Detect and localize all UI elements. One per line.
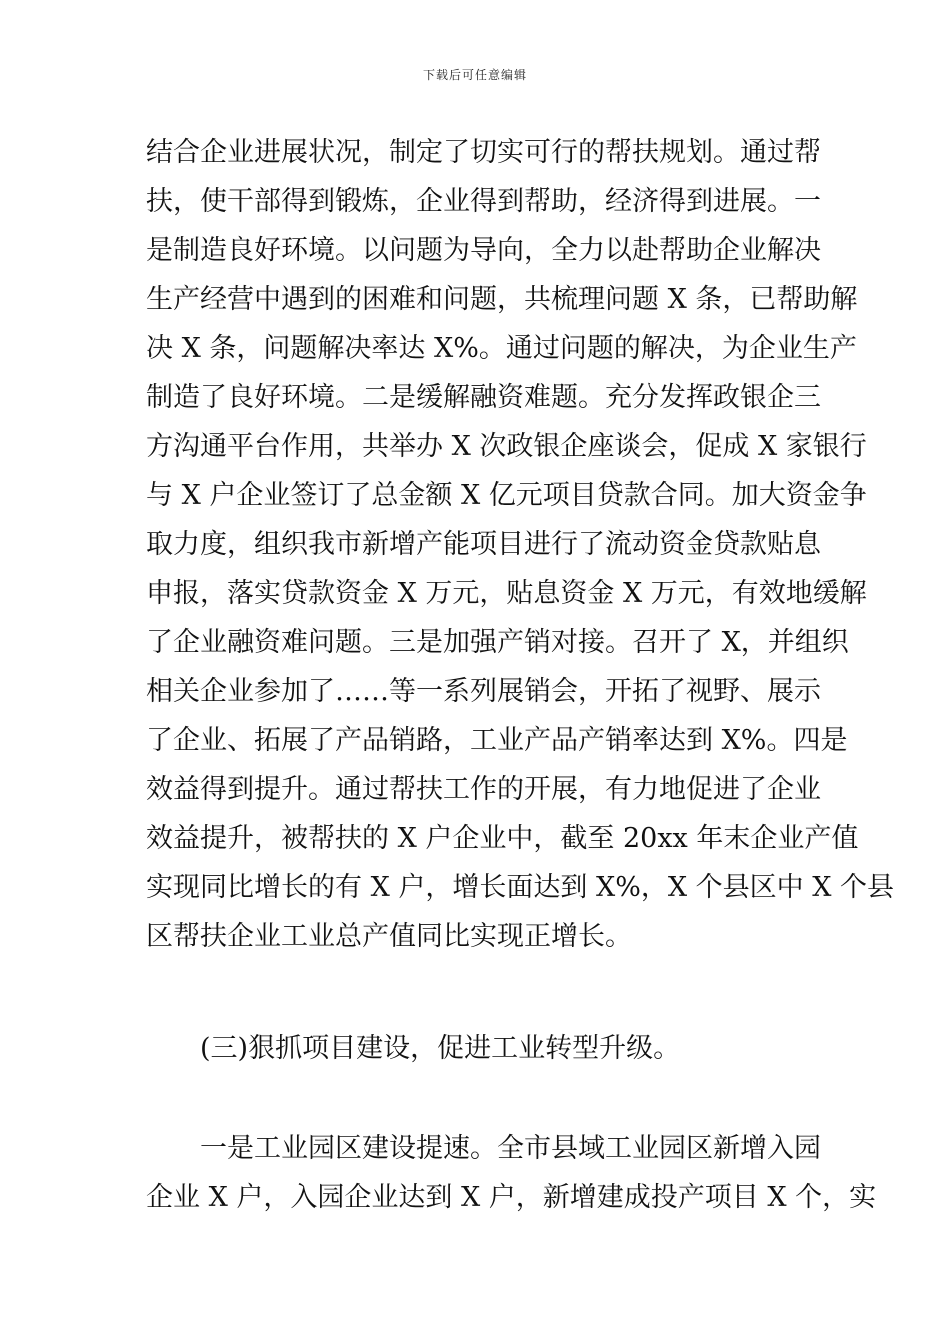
text-line: 与 X 户企业签订了总金额 X 亿元项目贷款合同。加大资金争 — [146, 480, 867, 511]
text-line: 决 X 条，问题解决率达 X%。通过问题的解决，为企业生产 — [146, 333, 857, 364]
text-line: 了企业融资难问题。三是加强产销对接。召开了 X，并组织 — [146, 627, 849, 658]
text-line: 了企业、拓展了产品销路，工业产品产销率达到 X%。四是 — [146, 725, 848, 756]
text-line: 扶，使干部得到锻炼，企业得到帮助，经济得到进展。一 — [146, 186, 821, 217]
text-line: 实现同比增长的有 X 户，增长面达到 X%，X 个县区中 X 个县 — [146, 872, 895, 903]
text-line: 结合企业进展状况，制定了切实可行的帮扶规划。通过帮 — [146, 137, 821, 168]
text-line: 相关企业参加了……等一系列展销会，开拓了视野、展示 — [146, 676, 821, 707]
body-paragraph-2 — [146, 1124, 877, 1222]
text-line: 一是工业园区建设提速。全市县域工业园区新增入园 — [200, 1133, 821, 1164]
text-line: 方沟通平台作用，共举办 X 次政银企座谈会，促成 X 家银行 — [146, 431, 867, 462]
text-line: 效益提升，被帮扶的 X 户企业中，截至 20xx 年末企业产值 — [146, 823, 859, 854]
section-heading: (三)狠抓项目建设，促进工业转型升级。 — [200, 1033, 681, 1064]
text-line: 申报，落实贷款资金 X 万元，贴息资金 X 万元，有效地缓解 — [146, 578, 867, 609]
body-paragraph-1 — [146, 128, 895, 961]
text-line: 企业 X 户，入园企业达到 X 户，新增建成投产项目 X 个，实 — [146, 1182, 877, 1213]
text-line: 制造了良好环境。二是缓解融资难题。充分发挥政银企三 — [146, 382, 821, 413]
text-line: 取力度，组织我市新增产能项目进行了流动资金贷款贴息 — [146, 529, 821, 560]
text-line: 生产经营中遇到的困难和问题，共梳理问题 X 条，已帮助解 — [146, 284, 858, 315]
text-line: 区帮扶企业工业总产值同比实现正增长。 — [146, 921, 632, 952]
text-line: 是制造良好环境。以问题为导向，全力以赴帮助企业解决 — [146, 235, 821, 266]
page-header-note: 下载后可任意编辑 — [422, 68, 527, 82]
text-line: 效益得到提升。通过帮扶工作的开展，有力地促进了企业 — [146, 774, 821, 805]
